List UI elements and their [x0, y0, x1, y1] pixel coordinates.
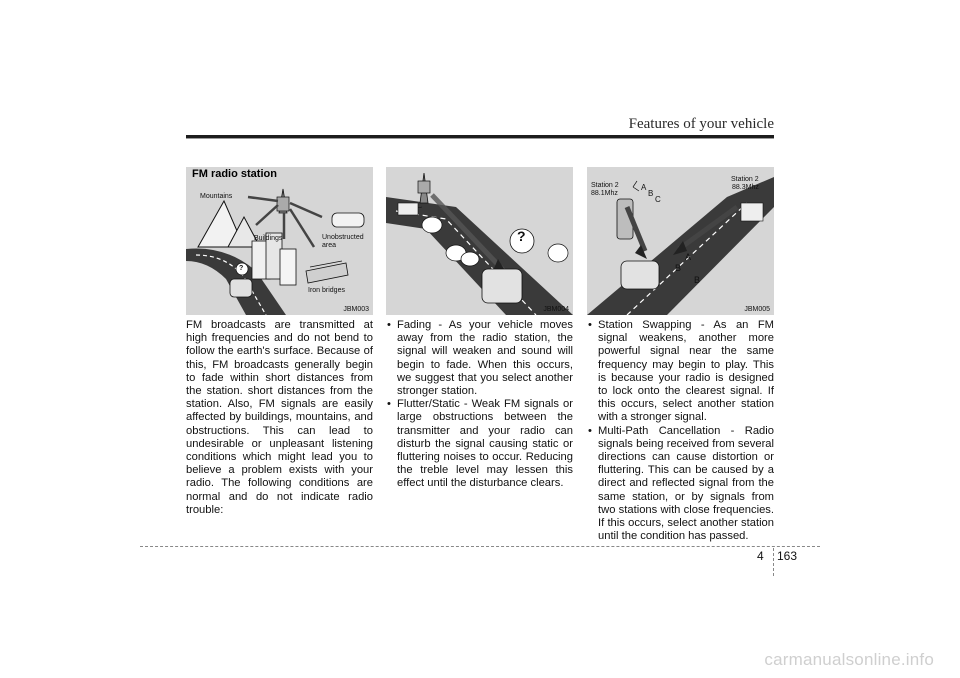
bullet-fading: • Fading - As your vehicle moves away from the radio station, the signal will weaken and sound will begin to fade. When this occurs, we suggest that you select another stronger station. [386, 319, 573, 398]
figure-station-swapping [587, 167, 774, 315]
intro-paragraph: FM broadcasts are transmitted at high frequencies and do not bend to follow the earth's surface. Because of this, FM broadcasts generally begin to fade within short distances from the station. short distances from the station. Also, FM signals are easily affected by buildings, mountains, and obstructions. This can lead to undesirable or unpleasant listening conditions which might lead you to believe a problem exists with your radio. The following conditions are normal and do not indicate radio trouble: [186, 319, 373, 516]
label-buildings: Buildings [254, 235, 283, 242]
column-left [186, 319, 373, 517]
column-right [587, 319, 774, 543]
label-station-right: Station 2 [731, 176, 759, 183]
footer-rule [140, 546, 820, 547]
watermark: carmanualsonline.info [764, 650, 934, 669]
bullet-list-right [587, 319, 774, 543]
figure-fm-radio-station [186, 167, 373, 315]
label-question-mark: ? [517, 228, 526, 244]
column-middle [386, 319, 573, 491]
bullet-list-middle [386, 319, 573, 491]
figure-code: JBM004 [543, 306, 569, 313]
label-mountains: Mountains [200, 193, 233, 200]
page-number-value: 163 [777, 549, 798, 563]
figure-code: JBM003 [343, 306, 369, 313]
label-letter-b: B [694, 275, 701, 285]
fading-illustration [386, 167, 573, 315]
label-letter-a: A [685, 252, 692, 262]
page-number-divider [773, 548, 774, 576]
label-unobstructed-area: Unobstructed area [322, 234, 364, 249]
section-header-title: Features of your vehicle [628, 116, 774, 132]
label-freq-left: 88.1Mhz [591, 190, 618, 197]
label-iron-bridges: Iron bridges [308, 287, 345, 294]
figure-title: FM radio station [192, 168, 277, 180]
label-letter-c: C [655, 195, 661, 204]
figure-code: JBM005 [744, 306, 770, 313]
label-question-mark: ? [239, 265, 244, 272]
header-rule [186, 135, 774, 138]
label-freq-right: 88.3Mhz [732, 184, 759, 191]
label-station-left: Station 2 [591, 182, 619, 189]
label-letter-a: A [641, 183, 647, 192]
label-letter-b: B [675, 263, 682, 273]
figure-fading [386, 167, 573, 315]
chapter-number: 4 [757, 549, 764, 563]
bullet-flutter-static: • Flutter/Static - Weak FM signals or large obstructions between the transmitter and your radio can disturb the signal causing static or fluttering noises to occur. Reducing the treble level may lessen this effect until the disturbance clears. [386, 398, 573, 490]
bullet-multipath-cancellation: • Multi-Path Cancellation - Radio signals being received from several directions can cause distortion or fluttering. This can be caused by a direct and reflected signal from the same station, or by signals from two stations with close frequencies. If this occurs, select another station until the condition has passed. [587, 425, 774, 544]
label-letter-b: B [648, 189, 654, 198]
bullet-station-swapping: • Station Swapping - As an FM signal weakens, another more powerful signal near the same frequency may begin to play. This is because your radio is designed to lock onto the clearest signal. If this occurs, select another station with a stronger signal. [587, 319, 774, 425]
